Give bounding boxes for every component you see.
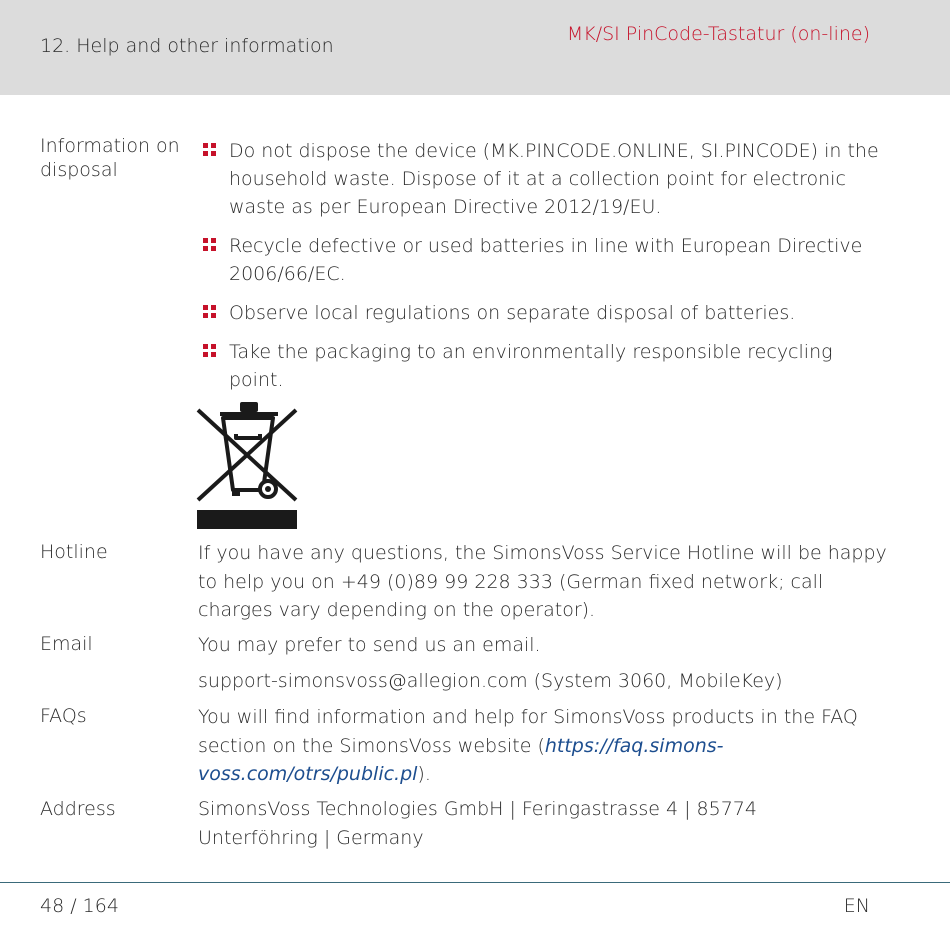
faq-link[interactable]: https://faq.simons-voss.com/otrs/public.pl [198, 734, 724, 785]
hotline-text: If you have any questions, the SimonsVoss Service Hotline will be happy to help you on +49 (0)89 99 228 333 (German fixed network; call charges vary depending on the operator). [198, 542, 887, 621]
page-header [0, 0, 950, 95]
address-label: Address [40, 798, 116, 820]
page-number: 48 / 164 [40, 895, 119, 917]
bullet-icon [203, 344, 216, 357]
footer-divider [0, 882, 950, 883]
faqs-label: FAQs [40, 705, 87, 727]
chapter-title: 12. Help and other information [40, 35, 334, 57]
bullet-icon [203, 143, 216, 156]
faqs-text: You will find information and help for SimonsVoss products in the FAQ section on the SimonsVoss website (https://faq.simons-voss.com/otrs/public.pl). [198, 706, 858, 785]
address-text: SimonsVoss Technologies GmbH | Feringastrasse 4 | 85774 Unterföhring | Germany [198, 798, 757, 849]
email-label: Email [40, 633, 93, 655]
product-title: MK/SI PinCode-Tastatur (on-line) [566, 23, 870, 45]
bullet-icon [203, 238, 216, 251]
disposal-label: Information on disposal [40, 135, 180, 181]
email-text: You may prefer to send us an email. [198, 634, 541, 656]
list-item: Observe local regulations on separate disposal of batteries. [198, 299, 888, 327]
list-item: Take the packaging to an environmentally responsible recycling point. [198, 338, 888, 394]
bullet-icon [203, 305, 216, 318]
hotline-label: Hotline [40, 541, 108, 563]
list-item: Recycle defective or used batteries in line with European Directive 2006/66/EC. [198, 232, 888, 288]
email-address[interactable]: support-simonsvoss@allegion.com (System 3060, MobileKey) [198, 670, 783, 692]
crossed-out-wheelie-bin-icon [196, 402, 298, 530]
list-item: Do not dispose the device (MK.PINCODE.ONLINE, SI.PINCODE) in the household waste. Dispose of it at a collection point for electronic waste as per European Directive 2012/19/EU. [198, 137, 888, 221]
disposal-list [198, 137, 888, 405]
language-code: EN [843, 895, 870, 917]
